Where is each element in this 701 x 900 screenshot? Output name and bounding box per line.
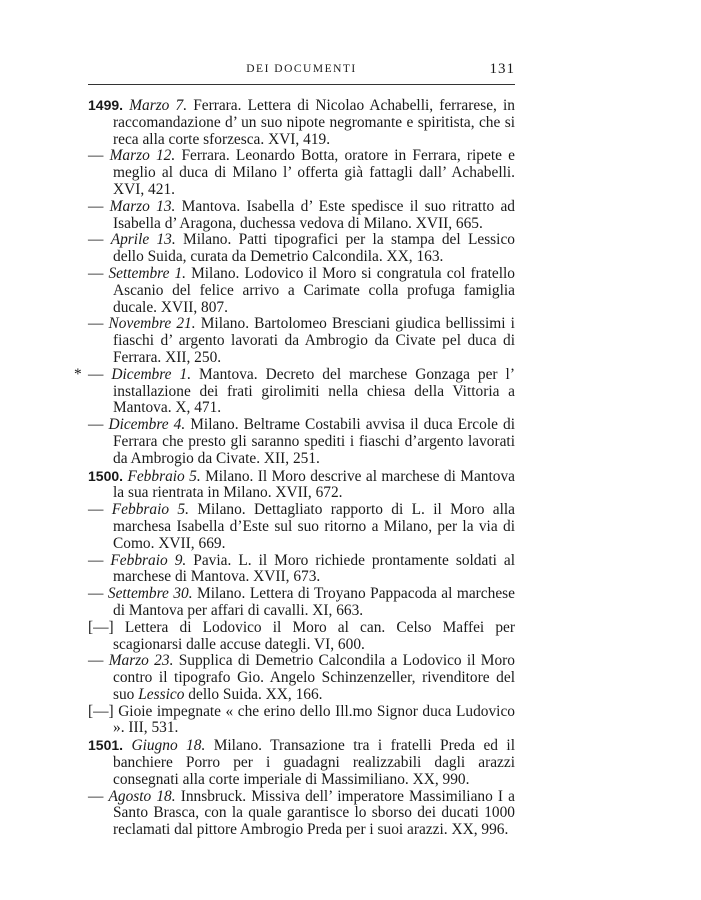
entry-text: Milano. Il Moro descrive al marchese di Mantova la sua rientrata in Milano. XVII, 672.	[113, 467, 515, 502]
entry-date: Febbraio 5.	[111, 501, 189, 519]
document-entry	[88, 232, 515, 266]
entry-text: Milano. Beltrame Costabili avvisa il duca Ercole di Ferrara che presto gli saranno spediti i fiaschi d’argento lavorati da Ambrogio da Civate. XII, 251.	[113, 416, 515, 467]
page-number: 131	[489, 61, 515, 77]
entry-text: Milano. Patti tipografici per la stampa del Lessico dello Suida, curata da Demetrio Calcondila. XX, 163.	[113, 231, 515, 266]
entry-date: Novembre 21.	[108, 315, 196, 333]
document-entry	[88, 653, 515, 703]
entry-date: Febbraio 5.	[127, 467, 201, 485]
entry-mark: —	[88, 231, 104, 249]
entry-mark: [—]	[88, 618, 114, 636]
entry-mark: 1499.	[88, 97, 124, 113]
entry-date: Febbraio 9.	[110, 551, 187, 569]
entry-mark: —	[88, 652, 104, 670]
entry-text: Supplica di Demetrio Calcondila a Lodovico il Moro contro il tipografo Gio. Angelo Schinzenzeller, rivenditore del suo	[113, 652, 515, 703]
entry-mark: —	[88, 501, 104, 519]
document-entry	[88, 620, 515, 654]
entry-text: Mantova. Isabella d’ Este spedisce il suo ritratto ad Isabella d’ Aragona, duchessa vedova di Milano. XVII, 665.	[113, 197, 515, 232]
entry-text: Milano. Transazione tra i fratelli Preda ed il banchiere Porro per i guadagni realizzabili dagli arazzi consegnati alla corte imperiale di Massimiliano. XX, 990.	[113, 737, 515, 788]
header-rule	[88, 84, 515, 85]
entry-mark: —	[88, 551, 104, 569]
entry-mark: —	[88, 264, 104, 282]
document-entry	[88, 266, 515, 316]
entry-mark: —	[88, 197, 104, 215]
document-entry	[88, 704, 515, 738]
entry-date: Agosto 18.	[108, 787, 176, 805]
entry-mark: —	[88, 585, 104, 603]
document-entry	[88, 468, 515, 503]
entry-text: Milano. Lettera di Troyano Pappacoda al marchese di Mantova per affari di cavalli. XI, 663.	[113, 585, 515, 619]
document-entry	[88, 97, 515, 148]
document-entry	[88, 553, 515, 587]
entry-mark: —	[88, 416, 104, 434]
entry-mark: —	[88, 147, 104, 165]
entry-date: Marzo 7.	[129, 97, 188, 114]
entry-date: Marzo 12.	[109, 147, 176, 165]
document-entry	[88, 737, 515, 788]
document-entry	[88, 316, 515, 366]
entry-text: Milano. Bartolomeo Bresciani giudica bellissimi i fiaschi d’ argento lavorati da Ambrogio da Civate pel duca di Ferrara. XII, 250.	[113, 315, 515, 366]
entry-date: Marzo 23.	[108, 652, 174, 670]
document-entry	[88, 199, 515, 233]
entry-text: Mantova. Decreto del marchese Gonzaga per l’ installazione dei frati girolimiti nella chiesa della Vittoria a Mantova. X, 471.	[113, 365, 515, 417]
entry-asterisk: *	[74, 365, 82, 383]
entry-text-after: dello Suida. XX, 166.	[188, 685, 323, 703]
entry-date: Aprile 13.	[110, 231, 176, 249]
entry-date: Settembre 1.	[108, 264, 187, 282]
entry-text: Milano. Dettagliato rapporto di L. il Moro alla marchesa Isabella d’Este sul suo ritorno a Milano, per la via di Como. XVII, 669.	[113, 501, 515, 552]
entry-text: Milano. Lodovico il Moro si congratula col fratello Ascanio del felice arrivo a Carimate colla profuga famiglia ducale. XVII, 807.	[113, 264, 515, 316]
entry-text: Lettera di Lodovico il Moro al can. Celso Maffei per scagionarsi dalle accuse dategli. VI, 600.	[113, 618, 515, 653]
entry-mark: [—]	[88, 702, 114, 720]
entry-mark: 1501.	[88, 737, 124, 754]
entry-text: Ferrara. Leonardo Botta, oratore in Ferrara, ripete e meglio al duca di Milano l’ offerta già fattagli dall’ Achabelli. XVI, 421.	[113, 147, 515, 198]
entry-date: Settembre 30.	[107, 585, 193, 603]
entry-mark: —	[88, 787, 104, 805]
entry-text: Innsbruck. Missiva dell’ imperatore Massimiliano I a Santo Brasca, con la quale garantisce lo sborso dei ducati 1000 reclamati dal pittore Ambrogio Preda per i suoi arazzi. XX, 996.	[113, 787, 515, 839]
entry-mark: —	[88, 365, 104, 383]
entry-text: Pavia. L. il Moro richiede prontamente soldati al marchese di Mantova. XVII, 673.	[113, 551, 515, 586]
page-header	[88, 63, 515, 81]
entry-date: Marzo 13.	[109, 197, 176, 215]
document-entry	[88, 789, 515, 839]
entry-text: Gioie impegnate « che erino dello Ill.mo Signor duca Ludovico ». III, 531.	[113, 702, 515, 737]
document-entry	[88, 502, 515, 552]
document-entry	[88, 417, 515, 467]
entry-date: Dicembre 1.	[111, 365, 192, 383]
document-entry	[88, 148, 515, 198]
entry-date: Dicembre 4.	[108, 416, 186, 434]
document-entries	[74, 97, 515, 839]
document-entry	[88, 586, 515, 620]
running-title: DEI DOCUMENTI	[246, 63, 357, 75]
entry-date: Giugno 18.	[131, 737, 206, 755]
entry-text: Ferrara. Lettera di Nicolao Achabelli, ferrarese, in raccomandazione d’ un suo nipote negromante e spiritista, che si reca alla corte sforzesca. XVI, 419.	[113, 97, 515, 148]
document-entry	[74, 365, 515, 417]
entry-mark: —	[88, 315, 104, 333]
entry-italic-title: Lessico	[138, 685, 185, 703]
entry-mark: 1500.	[88, 467, 124, 484]
